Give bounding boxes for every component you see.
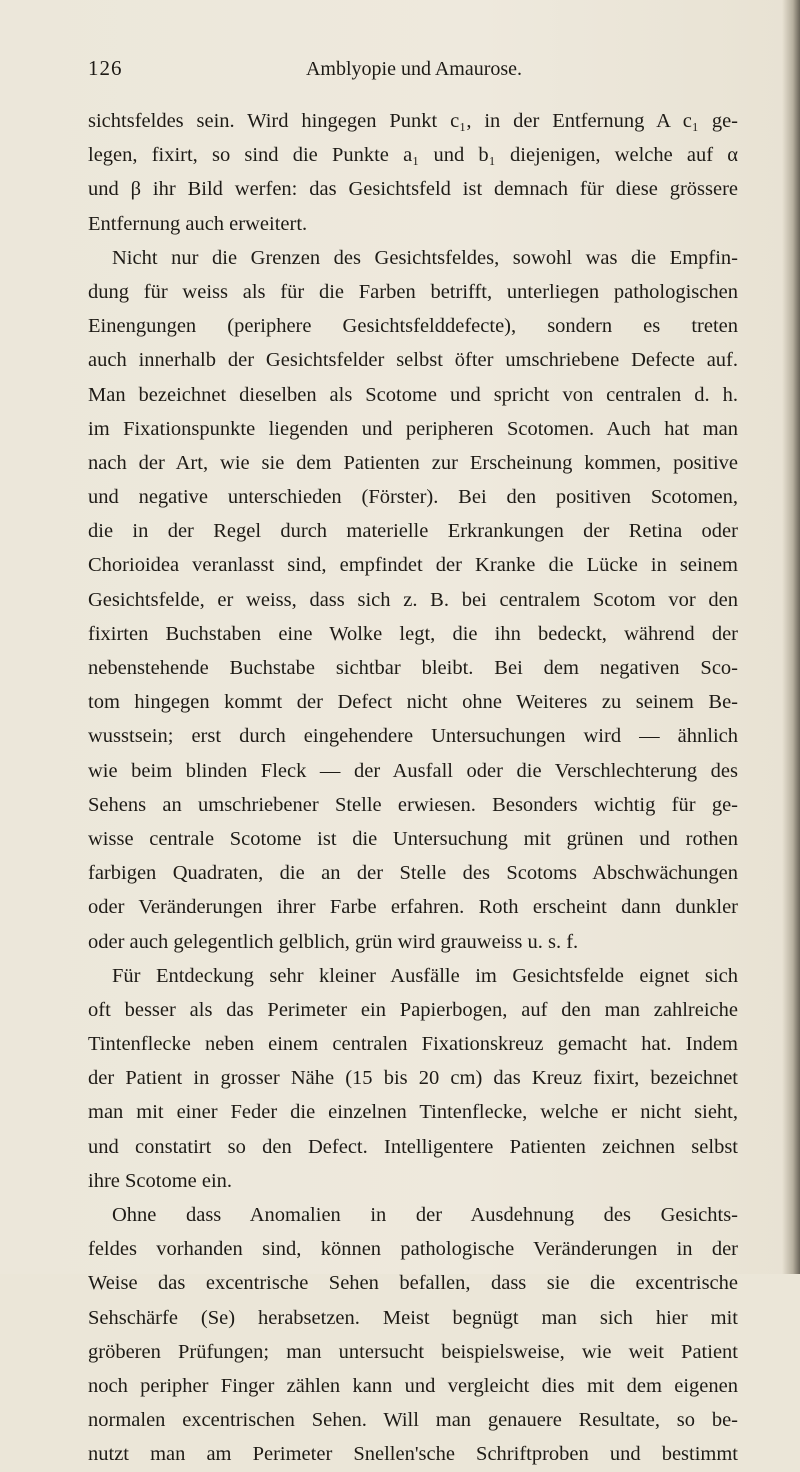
text-line: Für Entdeckung sehr kleiner Ausfälle im Gesichtsfelde eignet sich [112,964,738,987]
text-line: ihre Scotome ein. [88,1169,233,1192]
text-line: Ohne dass Anomalien in der Ausdehnung des Gesichts- [112,1204,738,1226]
text-line: noch peripher Finger zählen kann und vergleicht dies mit dem eigenen [88,1374,738,1397]
text-line: wisse centrale Scotome ist die Untersuchung mit grünen und rothen [88,827,738,850]
text-line: auch innerhalb der Gesichtsfelder selbst öfter umschriebene Defecte auf. [88,349,738,372]
text-line: wie beim blinden Fleck — der Ausfall oder die Verschlechterung des [88,759,738,782]
text-line: legen, fixirt, so sind die Punkte a₁ und b₁ diejenigen, welche auf α [88,144,738,167]
page-number: 126 [88,56,123,80]
text-line: Entfernung auch erweitert. [88,212,308,235]
text-line: fixirten Buchstaben eine Wolke legt, die ihn bedeckt, während der [88,622,738,645]
text-line: nach der Art, wie sie dem Patienten zur Erscheinung kommen, positive [88,451,738,474]
page-edge-shadow [782,0,800,1274]
text-line: wusstsein; erst durch eingehendere Untersuchungen wird — ähnlich [88,725,738,748]
text-line: normalen excentrischen Sehen. Will man genauere Resultate, so be- [88,1409,738,1432]
text-line: dung für weiss als für die Farben betrifft, unterliegen pathologischen [88,280,738,303]
text-line: nutzt man am Perimeter Snellen'sche Schriftproben und bestimmt [88,1443,738,1466]
text-line: man mit einer Feder die einzelnen Tintenflecke, welche er nicht sieht, [88,1101,738,1124]
page-header [88,56,740,86]
running-title: Amblyopie und Amaurose. [305,58,523,80]
text-line: und constatirt so den Defect. Intelligentere Patienten zeichnen selbst [88,1135,738,1158]
text-line: oder Veränderungen ihrer Farbe erfahren. Roth erscheint dann dunkler [88,896,738,919]
text-line: die in der Regel durch materielle Erkrankungen der Retina oder [88,520,738,543]
text-line: Sehens an umschriebener Stelle erwiesen. Besonders wichtig für ge- [88,793,738,816]
text-line: Sehschärfe (Se) herabsetzen. Meist begnügt man sich hier mit [88,1306,738,1329]
text-line: und β ihr Bild werfen: das Gesichtsfeld ist demnach für diese grössere [88,178,738,201]
text-line: Gesichtsfelde, er weiss, dass sich z. B. bei centralem Scotom vor den [88,588,738,611]
text-line: gröberen Prüfungen; man untersucht beispielsweise, wie weit Patient [88,1340,738,1363]
text-line: Nicht nur die Grenzen des Gesichtsfeldes, sowohl was die Empfin- [112,246,738,269]
text-line: der Patient in grosser Nähe (15 bis 20 cm) das Kreuz fixirt, bezeichnet [88,1067,738,1090]
text-line: Weise das excentrische Sehen befallen, dass sie die excentrische [88,1272,738,1295]
text-line: Man bezeichnet dieselben als Scotome und spricht von centralen d. h. [88,383,738,406]
text-line: nebenstehende Buchstabe sichtbar bleibt. Bei dem negativen Sco- [88,657,738,679]
text-line: Einengungen (periphere Gesichtsfelddefecte), sondern es treten [88,315,738,338]
text-line: oder auch gelegentlich gelblich, grün wird grauweiss u. s. f. [88,930,579,953]
text-line: oft besser als das Perimeter ein Papierbogen, auf den man zahlreiche [88,998,738,1021]
body-text [88,104,738,1472]
text-line: feldes vorhanden sind, können pathologische Veränderungen in der [88,1238,738,1261]
text-line: Chorioidea veranlasst sind, empfindet der Kranke die Lücke in seinem [88,554,738,577]
text-line: tom hingegen kommt der Defect nicht ohne Weiteres zu seinem Be- [88,691,738,714]
text-line: farbigen Quadraten, die an der Stelle des Scotoms Abschwächungen [88,862,738,885]
text-line: sichtsfeldes sein. Wird hingegen Punkt c₁, in der Entfernung A c₁ ge- [88,110,738,132]
text-line: Tintenflecke neben einem centralen Fixationskreuz gemacht hat. Indem [88,1033,738,1056]
text-line: im Fixationspunkte liegenden und peripheren Scotomen. Auch hat man [88,417,738,440]
text-line: und negative unterschieden (Förster). Bei den positiven Scotomen, [88,486,738,509]
